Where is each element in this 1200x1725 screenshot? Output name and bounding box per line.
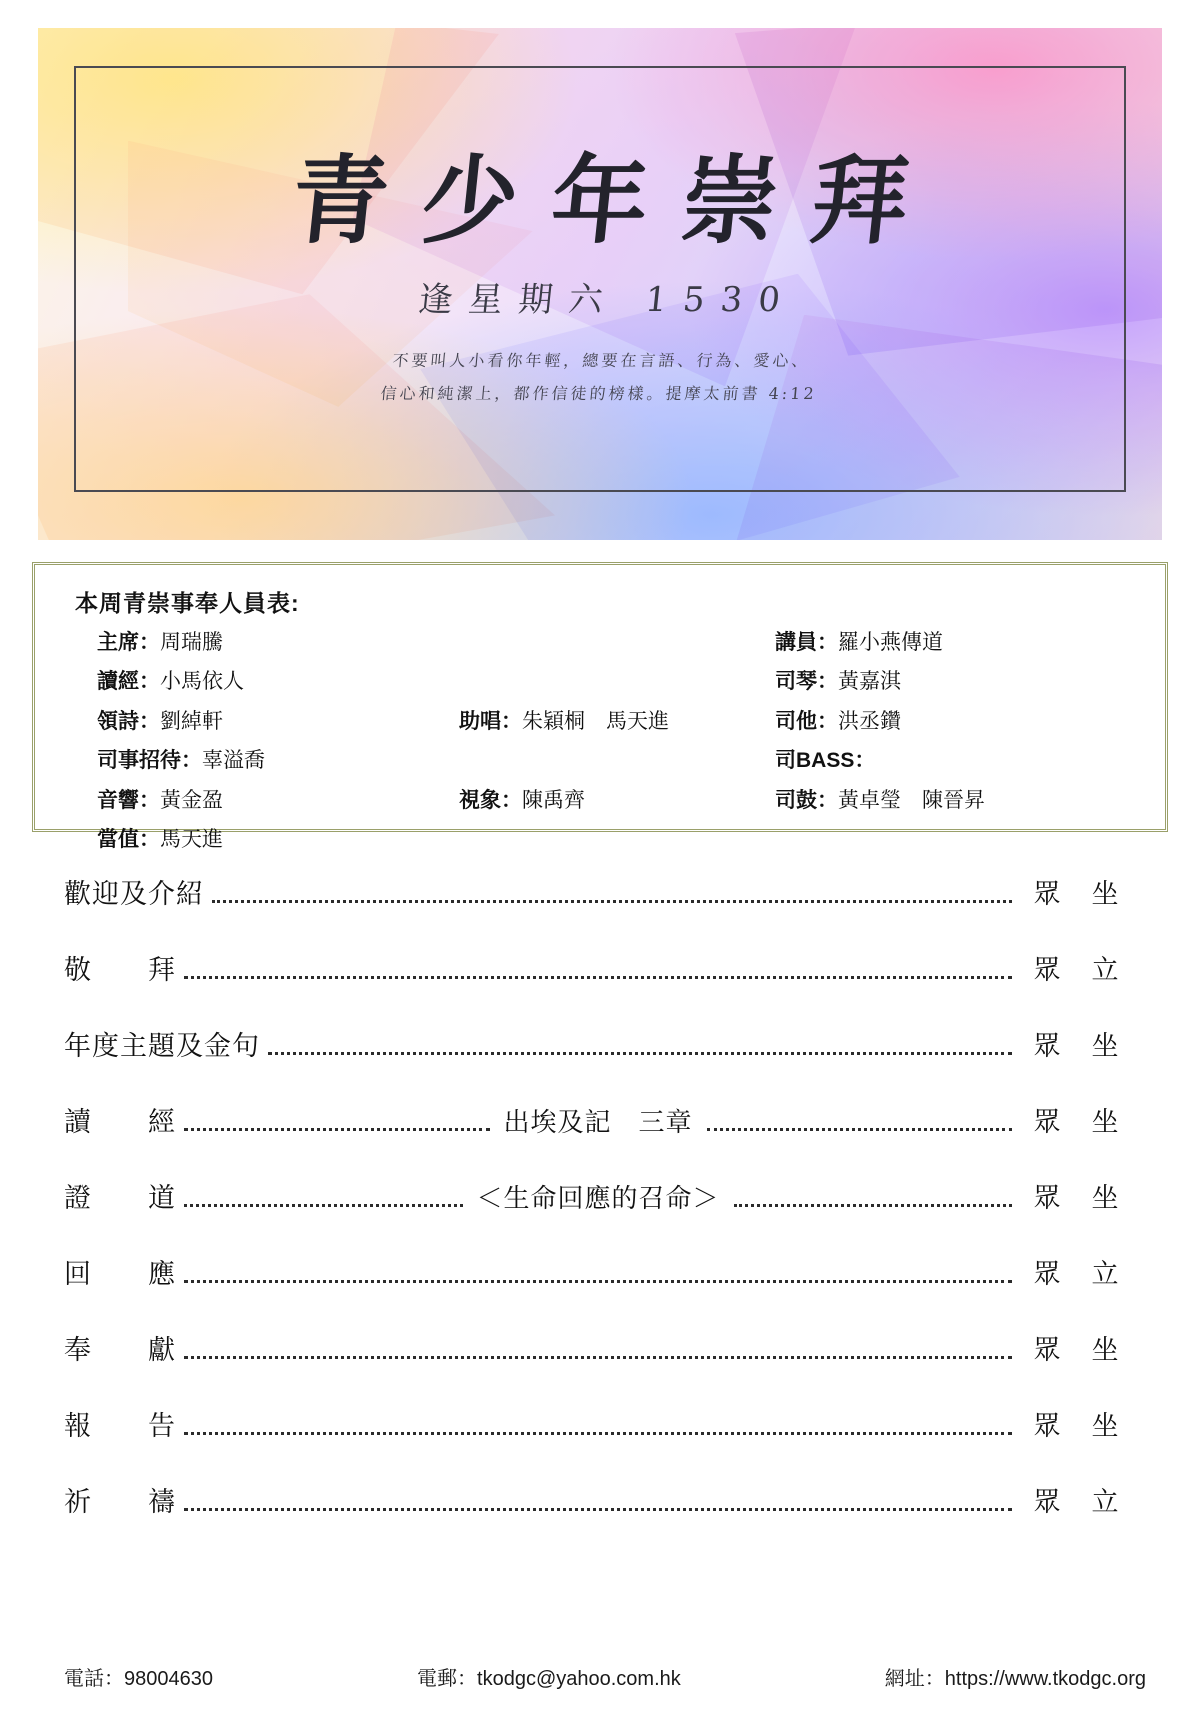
footer-email: 電郵：tkodgc@yahoo.com.hk <box>417 1668 681 1690</box>
roster-cell <box>745 746 1139 776</box>
banner-verse-line1: 不要叫人小看你年輕，總要在言語、行為、愛心、 <box>391 350 812 370</box>
banner-content <box>76 68 1124 490</box>
roster-value: 小馬依人 <box>160 670 244 694</box>
leader-dots <box>184 1508 1012 1511</box>
roster-value: 周瑞騰 <box>160 631 223 654</box>
banner-subtitle: 逢星期六 1530 <box>416 279 799 320</box>
program-item-who: 眾 <box>1033 1107 1061 1137</box>
program-item-detail: ＜生命回應的召命＞ <box>476 1183 720 1213</box>
roster-label: 司他： <box>775 709 838 733</box>
program-row <box>64 1480 1136 1520</box>
program-item-name: 奉 獻 <box>64 1335 176 1365</box>
leader-dots <box>212 900 1012 903</box>
footer-website[interactable]: 網址：https://www.tkodgc.org <box>884 1668 1146 1690</box>
program-item-who: 眾 <box>1033 1183 1061 1213</box>
roster-cell <box>75 707 445 737</box>
banner-border <box>74 66 1126 492</box>
roster-title: 本周青崇事奉人員表: <box>75 590 300 616</box>
roster-value: 陳禹齊 <box>522 788 585 812</box>
roster-label: 司鼓： <box>775 788 838 812</box>
roster-value: 朱穎桐 馬天進 <box>522 709 669 733</box>
program-row <box>64 1100 1136 1140</box>
leader-dots <box>268 1052 1012 1055</box>
roster-label: 讀經： <box>97 670 160 694</box>
program-item-action: 坐 <box>1091 1183 1119 1213</box>
roster-grid <box>61 628 1139 856</box>
roster-label: 司BASS： <box>775 749 876 773</box>
leader-dots <box>734 1204 1013 1207</box>
program-item-action: 立 <box>1091 955 1119 985</box>
roster-label: 助唱： <box>459 709 522 733</box>
roster-label: 主席： <box>97 631 160 654</box>
service-roster <box>32 562 1168 852</box>
roster-cell <box>75 786 445 816</box>
contact-footer <box>64 1662 1146 1691</box>
roster-value: 辜溢喬 <box>202 749 265 773</box>
program-item-detail: 出埃及記 三章 <box>503 1107 693 1137</box>
program-item-name: 年度主題及金句 <box>64 1031 260 1061</box>
roster-label: 視象： <box>459 788 522 812</box>
program-item-action: 立 <box>1091 1259 1119 1289</box>
program-item-who: 眾 <box>1033 879 1061 909</box>
program-item-name: 證 道 <box>64 1183 176 1213</box>
roster-cell <box>445 707 745 737</box>
roster-label: 司琴： <box>775 670 838 694</box>
roster-cell <box>745 707 1139 737</box>
banner-title: 青少年崇拜 <box>286 143 948 257</box>
roster-cell <box>745 786 1139 816</box>
footer-phone: 電話：98004630 <box>64 1668 213 1690</box>
program-row <box>64 1404 1136 1444</box>
leader-dots <box>184 976 1012 979</box>
program-row <box>64 1328 1136 1368</box>
roster-label: 當值： <box>97 828 160 852</box>
program-item-name: 祈 禱 <box>64 1487 176 1517</box>
roster-value: 馬天進 <box>160 828 223 852</box>
leader-dots <box>184 1128 490 1131</box>
program-item-action: 立 <box>1091 1487 1119 1517</box>
program-item-who: 眾 <box>1033 1411 1061 1441</box>
roster-value: 羅小燕傳道 <box>838 631 943 654</box>
program-item-action: 坐 <box>1091 1411 1119 1441</box>
program-item-who: 眾 <box>1033 1259 1061 1289</box>
order-of-service <box>64 872 1136 1520</box>
program-item-action: 坐 <box>1091 879 1119 909</box>
roster-cell <box>745 667 1139 697</box>
roster-label: 講員： <box>775 631 838 654</box>
program-item-name: 報 告 <box>64 1411 176 1441</box>
roster-label: 司事招待： <box>97 749 202 773</box>
program-item-action: 坐 <box>1091 1031 1119 1061</box>
leader-dots <box>707 1128 1013 1131</box>
roster-cell <box>75 825 445 855</box>
program-item-who: 眾 <box>1033 1335 1061 1365</box>
banner-verse-line2: 信心和純潔上，都作信徒的榜樣。提摩太前書 4:12 <box>379 383 818 403</box>
bulletin-page <box>0 28 1200 1725</box>
leader-dots <box>184 1432 1012 1435</box>
worship-banner <box>38 28 1162 540</box>
program-row <box>64 1176 1136 1216</box>
leader-dots <box>184 1204 463 1207</box>
roster-value: 洪丞鑽 <box>838 709 901 733</box>
leader-dots <box>184 1356 1012 1359</box>
program-item-name: 敬 拜 <box>64 955 176 985</box>
program-row <box>64 948 1136 988</box>
program-item-who: 眾 <box>1033 1487 1061 1517</box>
program-item-action: 坐 <box>1091 1335 1119 1365</box>
banner-verse <box>379 345 821 411</box>
leader-dots <box>184 1280 1012 1283</box>
roster-cell <box>745 628 1139 658</box>
roster-cell <box>75 667 445 697</box>
roster-cell <box>75 628 445 658</box>
roster-label: 領詩： <box>97 709 160 733</box>
program-row <box>64 1252 1136 1292</box>
roster-cell <box>445 786 745 816</box>
program-item-action: 坐 <box>1091 1107 1119 1137</box>
roster-value: 黃嘉淇 <box>838 670 901 694</box>
roster-value: 劉綽軒 <box>160 709 223 733</box>
program-item-name: 歡迎及介紹 <box>64 879 204 909</box>
program-row <box>64 872 1136 912</box>
roster-value: 黃卓瑩 陳晉昇 <box>838 788 985 812</box>
program-row <box>64 1024 1136 1064</box>
roster-label: 音響： <box>97 788 160 812</box>
program-item-name: 回 應 <box>64 1259 176 1289</box>
roster-value: 黃金盈 <box>160 788 223 812</box>
program-item-who: 眾 <box>1033 1031 1061 1061</box>
program-item-name: 讀 經 <box>64 1107 176 1137</box>
roster-cell <box>75 746 445 776</box>
program-item-who: 眾 <box>1033 955 1061 985</box>
